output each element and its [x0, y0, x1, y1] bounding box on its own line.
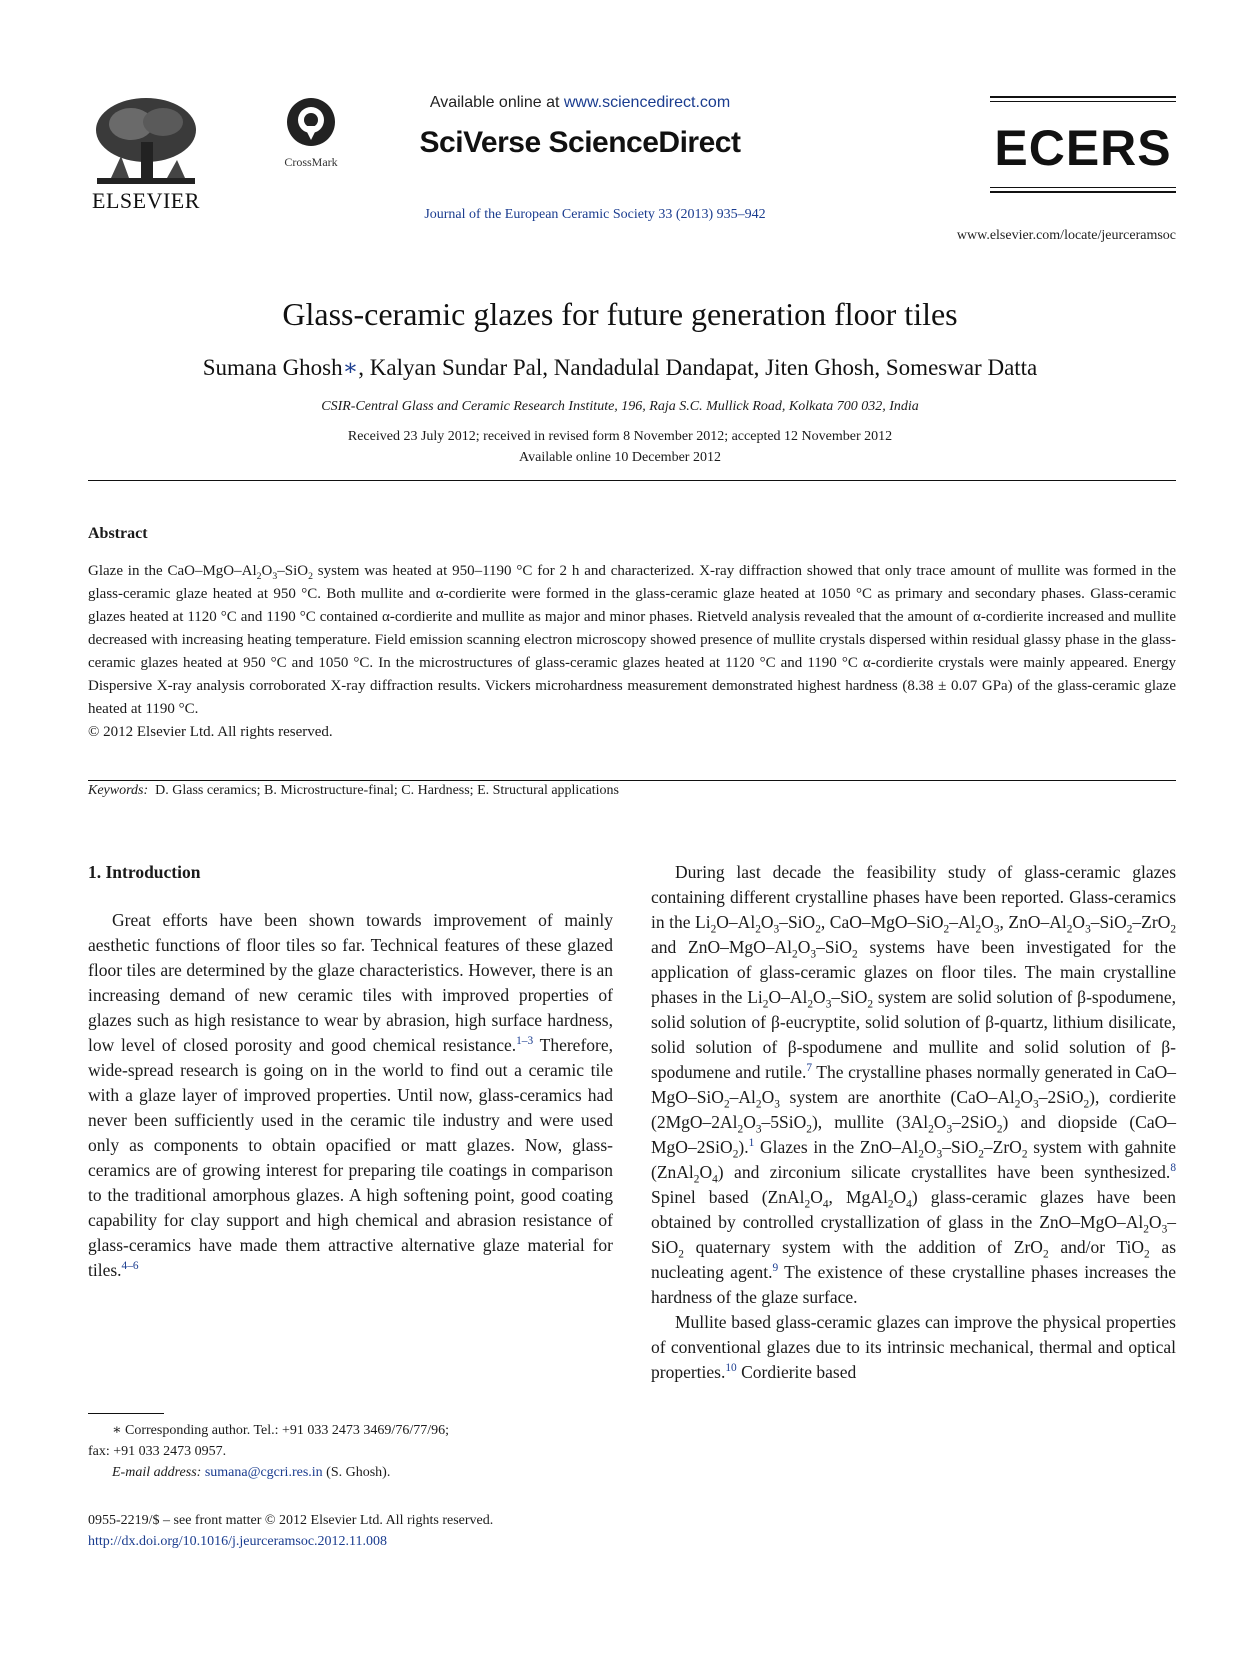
history-dates	[60, 426, 1180, 468]
divider	[88, 480, 1176, 481]
left-column	[88, 860, 613, 1283]
publisher-name: ELSEVIER	[92, 188, 200, 213]
available-online-date: Available online 10 December 2012	[519, 450, 721, 465]
divider	[88, 780, 1176, 781]
footnote-corresponding	[88, 1420, 613, 1441]
society-logo-block	[990, 96, 1176, 196]
abstract-body	[88, 560, 1176, 744]
footnote-fax: fax: +91 033 2473 0957.	[88, 1444, 227, 1459]
affiliation: CSIR-Central Glass and Ceramic Research Institute, 196, Raja S.C. Mullick Road, Kolkata 700 032, India	[321, 399, 919, 414]
keywords-label: Keywords:	[88, 783, 149, 798]
footnote	[88, 1420, 613, 1483]
journal-homepage-url[interactable]: www.elsevier.com/locate/jeurceramsoc	[956, 228, 1176, 243]
ecers-logo: ECERS	[994, 120, 1172, 176]
journal-reference-link[interactable]: Journal of the European Ceramic Society 33 (2013) 935–942	[424, 207, 766, 222]
sciencedirect-link[interactable]: www.sciencedirect.com	[563, 94, 731, 111]
elsevier-logo	[86, 94, 206, 214]
intro-paragraph-1: Great efforts have been shown towards improvement of mainly aesthetic functions of floor tiles so far. Technical features of these glazed floor tiles are determined by the glaze characteristics. However, there is an increasing demand of new ceramic tiles with improved properties of glazes such as high resistance to wear by abrasion, high surface hardness, low level of closed porosity and good chemical resistance.$^{1-3}$ Therefore, wide-spread research is going on in the world to find out a ceramic tile with a glaze layer of improved properties. Until now, glass-ceramics had never been sufficiently used in the ceramic tile industry and were used only as components to obtain opacified or matt glazes. Now, glass-ceramics are of growing interest for preparing tile coatings in comparison to the traditional amorphous glazes. A high softening point, good coating capability for clay support and high chemical and abrasion resistance of glass-ceramics have made them attractive alternative glaze material for tiles.$^{4-6}$	[88, 910, 613, 1280]
email-owner: (S. Ghosh).	[322, 1465, 391, 1480]
platform-name: SciVerse ScienceDirect	[419, 126, 741, 159]
crossmark-icon	[285, 96, 337, 148]
first-author: Sumana Ghosh	[202, 355, 343, 380]
available-prefix: Available online at	[429, 94, 564, 111]
crossmark-badge[interactable]	[276, 96, 346, 170]
abstract-text: Glaze in the CaO–$MgO-Al_2O_3-SiO_2$ system was heated at 950–1190 °C for 2 h and characterized. X-ray diffraction showed that only trace amount of mullite was formed in the glass-ceramic glaze heated at 950 °C. Both mullite and α-cordierite were formed in the glass-ceramic glaze heated at 1050 °C as primary and secondary phases. Glass-ceramic glazes heated at 1120 °C and 1190 °C contained α-cordierite and mullite as major and minor phases. Rietveld analysis revealed that the amount of α-cordierite increased and mullite decreased with increasing heating temperature. Field emission scanning electron microscopy showed presence of mullite crystals dispersed within residual glassy phase in the glass-ceramic glazes heated at 950 °C and 1050 °C. In the microstructures of glass-ceramic glazes heated at 1120 °C and 1190 °C α-cordierite crystals were mainly appeared. Energy Dispersive X-ray analysis corroborated X-ray diffraction results. Vickers microhardness measurement demonstrated highest hardness (8.38 ± 0.07 GPa) of the glass-ceramic glaze heated at 1190 °C.	[88, 563, 1176, 717]
email-label: E-mail address:	[112, 1465, 202, 1480]
keywords-list: D. Glass ceramics; B. Microstructure-final; C. Hardness; E. Structural applications	[155, 783, 619, 798]
abstract-copyright: © 2012 Elsevier Ltd. All rights reserved.	[88, 724, 333, 740]
available-online-line	[380, 94, 780, 112]
footnote-rule	[88, 1413, 164, 1414]
email-link[interactable]: sumana@cgcri.res.in	[204, 1465, 323, 1480]
footnote-phone: Corresponding author. Tel.: +91 033 2473 3469/76/77/96;	[121, 1423, 449, 1438]
corresponding-author-marker[interactable]: ∗	[342, 355, 359, 380]
keywords-line	[88, 783, 1176, 799]
right-column	[651, 860, 1176, 1385]
front-matter	[88, 1510, 688, 1552]
section-heading-introduction: 1. Introduction	[88, 862, 201, 882]
footnote-email-line	[88, 1462, 613, 1483]
received-dates: Received 23 July 2012; received in revised form 8 November 2012; accepted 12 November 2012	[347, 429, 893, 444]
crossmark-label: CrossMark	[284, 155, 338, 169]
issn-line: 0955-2219/$ – see front matter © 2012 Elsevier Ltd. All rights reserved.	[88, 1513, 494, 1528]
author-list	[60, 355, 1180, 381]
intro-paragraph-3: Mullite based glass-ceramic glazes can improve the physical properties of conventional glazes due to its intrinsic mechanical, thermal and optical properties.$^{10}$ Cordierite based	[651, 1312, 1176, 1382]
footnote-star: ∗	[112, 1423, 122, 1438]
other-authors: , Kalyan Sundar Pal, Nandadulal Dandapat, Jiten Ghosh, Someswar Datta	[358, 355, 1038, 380]
intro-paragraph-2: During last decade the feasibility study of glass-ceramic glazes containing different crystalline phases have been reported. Glass-ceramics in the $Li_2O-Al_2O_3-SiO_2$, CaO–$MgO-SiO_2-Al_2O_3$, ZnO–$Al_2O_3-SiO_2-ZrO_2$ and ZnO–$MgO-Al_2O_3-SiO_2$ systems have been investigated for the application of glass-ceramic glazes on floor tiles. The main crystalline phases in the $Li_2O-Al_2O_3-SiO_2$ system are solid solution of β-spodumene, solid solution of β-eucryptite, solid solution of β-quartz, lithium disilicate, solid solution of β-spodumene and mullite and solid solution of β-spodumene and rutile.$^7$ The crystalline phases normally generated in CaO–$MgO-SiO_2-Al_2O_3$ system are anorthite $(CaO-Al_2O_3-2SiO_2)$, cordierite $(2MgO-2Al_2O_3-5SiO_2)$, mullite $(3Al_2O_3-2SiO_2)$ and diopside (CaO–MgO–2SiO$_2$).$^1$ Glazes in the ZnO–$Al_2O_3-SiO_2-ZrO_2$ system with gahnite $(ZnAl_2O_4)$ and zirconium silicate crystallites have been synthesized.$^8$ Spinel based ($ZnAl_2O_4$, $MgAl_2O_4$) glass-ceramic glazes have been obtained by controlled crystallization of glass in the ZnO–$MgO-Al_2O_3-SiO_2$ quaternary system with the addition of ZrO$_2$ and/or TiO$_2$ as nucleating agent.$^9$ The existence of these crystalline phases increases the hardness of the glaze surface.	[651, 862, 1177, 1307]
elsevier-tree-icon	[91, 94, 201, 190]
doi-link[interactable]: http://dx.doi.org/10.1016/j.jeurceramsoc.2012.11.008	[88, 1534, 388, 1549]
abstract-heading: Abstract	[88, 525, 148, 542]
paper-title: Glass-ceramic glazes for future generation floor tiles	[282, 296, 958, 332]
